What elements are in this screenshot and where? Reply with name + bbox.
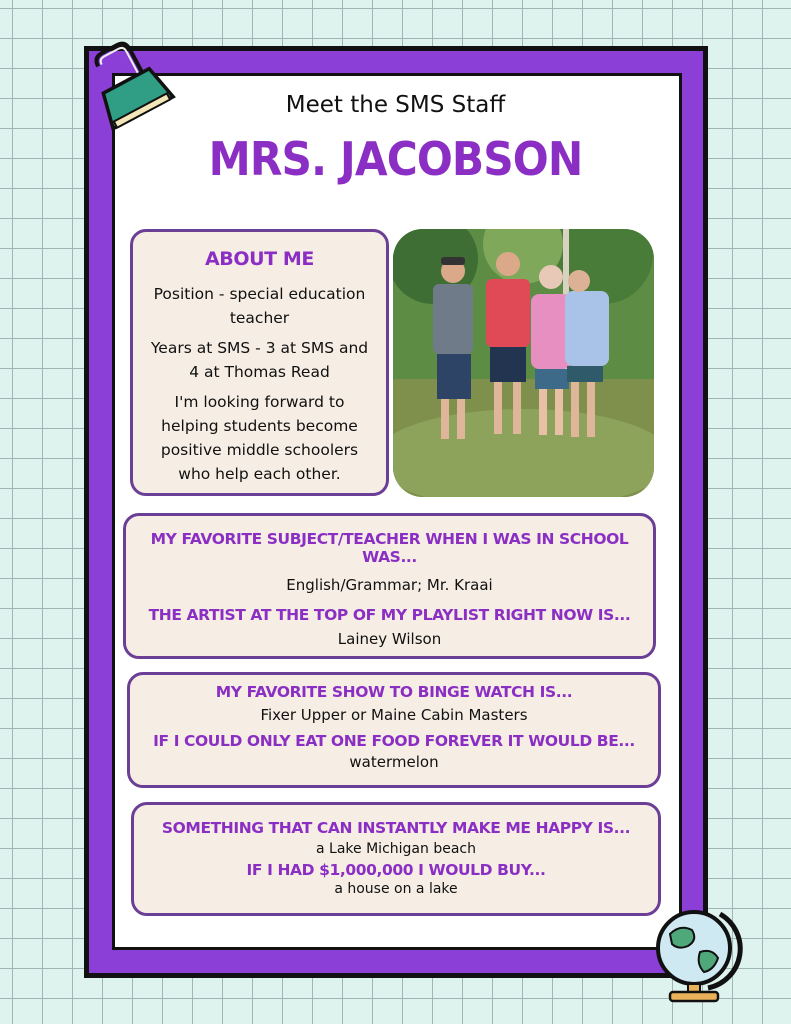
globe-icon <box>648 900 744 1004</box>
favorite-answer: Lainey Wilson <box>337 630 442 648</box>
group-photo <box>393 229 654 497</box>
years-text: Years at SMS - 3 at SMS and 4 at Thomas Read <box>150 339 369 381</box>
favorites-box-2 <box>127 672 661 788</box>
favorite-question: THE ARTIST AT THE TOP OF MY PLAYLIST RIGHT NOW IS... <box>148 606 631 624</box>
about-me-heading: ABOUT ME <box>204 248 315 270</box>
position-text: Position - special education teacher <box>153 285 366 327</box>
favorite-question: IF I COULD ONLY EAT ONE FOOD FOREVER IT WOULD BE... <box>153 732 635 750</box>
favorite-answer: English/Grammar; Mr. Kraai <box>286 576 493 594</box>
page-eyebrow: Meet the SMS Staff <box>285 92 506 118</box>
favorite-answer: a Lake Michigan beach <box>316 841 476 857</box>
favorite-question: IF I HAD $1,000,000 I WOULD BUY... <box>246 861 546 879</box>
favorite-answer: watermelon <box>349 753 439 771</box>
staff-name-title: MRS. JACOBSON <box>208 132 583 186</box>
favorites-box-1 <box>123 513 656 659</box>
photo-illustration <box>393 229 654 497</box>
about-me-box <box>130 229 389 496</box>
favorite-answer: a house on a lake <box>334 881 458 897</box>
favorite-question: MY FAVORITE SHOW TO BINGE WATCH IS... <box>215 683 573 701</box>
favorite-question: MY FAVORITE SUBJECT/TEACHER WHEN I WAS IN SCHOOL WAS... <box>150 530 629 566</box>
favorites-box-3 <box>131 802 661 916</box>
binder-clip-icon <box>82 40 178 136</box>
favorite-answer: Fixer Upper or Maine Cabin Masters <box>260 706 528 724</box>
statement-text: I'm looking forward to helping students become positive middle schoolers who help each other. <box>160 393 359 483</box>
favorite-question: SOMETHING THAT CAN INSTANTLY MAKE ME HAPPY IS... <box>161 819 631 837</box>
